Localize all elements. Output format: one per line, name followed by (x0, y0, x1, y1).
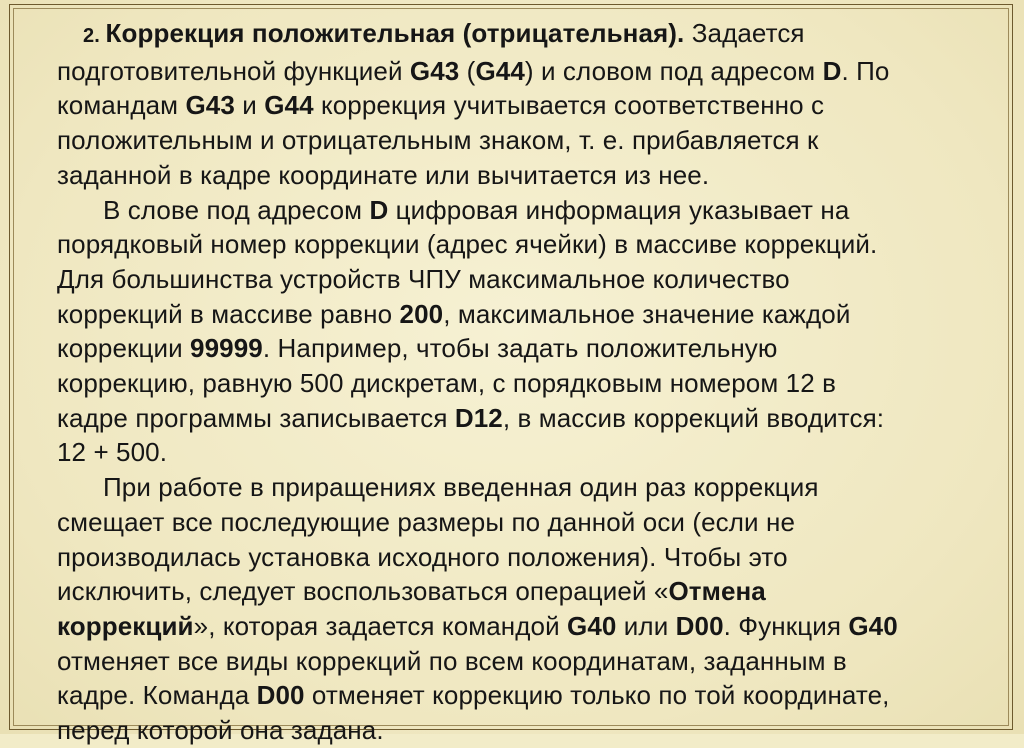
text-run: . Например, чтобы задать положительную (262, 333, 778, 364)
bold-text-run: коррекций (57, 610, 194, 641)
text-line (57, 88, 987, 123)
text-line (57, 366, 987, 401)
text-run: коррекций в массиве равно (57, 298, 400, 329)
text-line (57, 713, 987, 748)
text-line (57, 297, 987, 332)
bold-text-run: D00 (256, 680, 305, 711)
bold-text-run: D00 (675, 610, 724, 641)
bold-text-run: 99999 (190, 333, 263, 364)
text-run: отменяет коррекцию только по той координате, (304, 680, 890, 711)
slide-body-text (57, 16, 987, 748)
bold-text-run: G43 (185, 90, 235, 121)
text-line (57, 678, 987, 713)
text-line (57, 16, 987, 54)
bold-text-run: G40 (848, 610, 898, 641)
text-run: командам (57, 90, 186, 121)
text-run: », которая задается командой (193, 610, 568, 641)
text-run: порядковый номер коррекции (адрес ячейки) в массиве коррекций. (57, 229, 878, 260)
text-line (57, 262, 987, 297)
bold-text-run: D (822, 55, 842, 86)
text-run: . По (841, 55, 890, 86)
text-line (57, 540, 987, 575)
text-line (57, 401, 987, 436)
text-run: ( (459, 55, 476, 86)
text-run: исключить, следует воспользоваться операцией « (57, 576, 669, 607)
text-line (57, 435, 987, 470)
text-run: коррекция учитывается соответственно с (313, 90, 825, 121)
text-run: цифровая информация указывает на (388, 194, 850, 225)
bold-text-run: G44 (264, 90, 314, 121)
text-run: кадре. Команда (57, 680, 257, 711)
text-run: ) и словом под адресом (524, 55, 823, 86)
text-run: 12 + 500. (57, 437, 168, 468)
text-run: отменяет все виды коррекций по всем координатам, заданным в (57, 645, 847, 676)
text-run: При работе в приращениях введенная один раз коррекция (103, 472, 819, 503)
bold-text-run: G43 (409, 55, 460, 86)
text-run: коррекцию, равную 500 дискретам, с порядковым номером 12 в (57, 368, 837, 399)
bold-text-run: G40 (567, 610, 617, 641)
bold-text-run: G44 (475, 55, 525, 86)
text-line (57, 470, 987, 505)
text-run: положительным и отрицательным знаком, т. е. прибавляется к (57, 125, 819, 156)
text-run: или (616, 610, 676, 641)
text-run: Задается (684, 18, 805, 48)
text-line (57, 123, 987, 158)
text-run: подготовительной функцией (57, 55, 410, 86)
text-run: В слове под адресом (103, 194, 370, 225)
text-run: , максимальное значение каждой (443, 298, 851, 329)
bold-text-run: Коррекция положительная (отрицательная). (105, 18, 685, 48)
text-run: Для большинства устройств ЧПУ максимальное количество (57, 263, 790, 294)
text-line (57, 331, 987, 366)
text-run: кадре программы записывается (57, 402, 455, 433)
text-run: смещает все последующие размеры по данной оси (если не (57, 506, 796, 537)
text-run: коррекции (57, 333, 191, 364)
text-run: и (234, 90, 265, 121)
text-line (57, 609, 987, 644)
bold-text-run: Отмена (668, 576, 766, 607)
text-line (57, 644, 987, 679)
bold-text-run: 2. (83, 25, 106, 47)
text-line (57, 574, 987, 609)
bold-text-run: 200 (399, 298, 444, 329)
text-run: . Функция (723, 610, 849, 641)
bold-text-run: D (369, 194, 389, 225)
text-line (57, 158, 987, 193)
text-line (57, 505, 987, 540)
text-run: производилась установка исходного положения). Чтобы это (57, 541, 788, 572)
text-line (57, 193, 987, 228)
text-run: , в массив коррекций вводится: (502, 402, 885, 433)
bold-text-run: D12 (454, 402, 503, 433)
text-run: заданной в кадре координате или вычитается из нее. (57, 159, 710, 190)
text-run: перед которой она задана. (57, 715, 384, 746)
text-line (57, 54, 987, 89)
text-line (57, 227, 987, 262)
